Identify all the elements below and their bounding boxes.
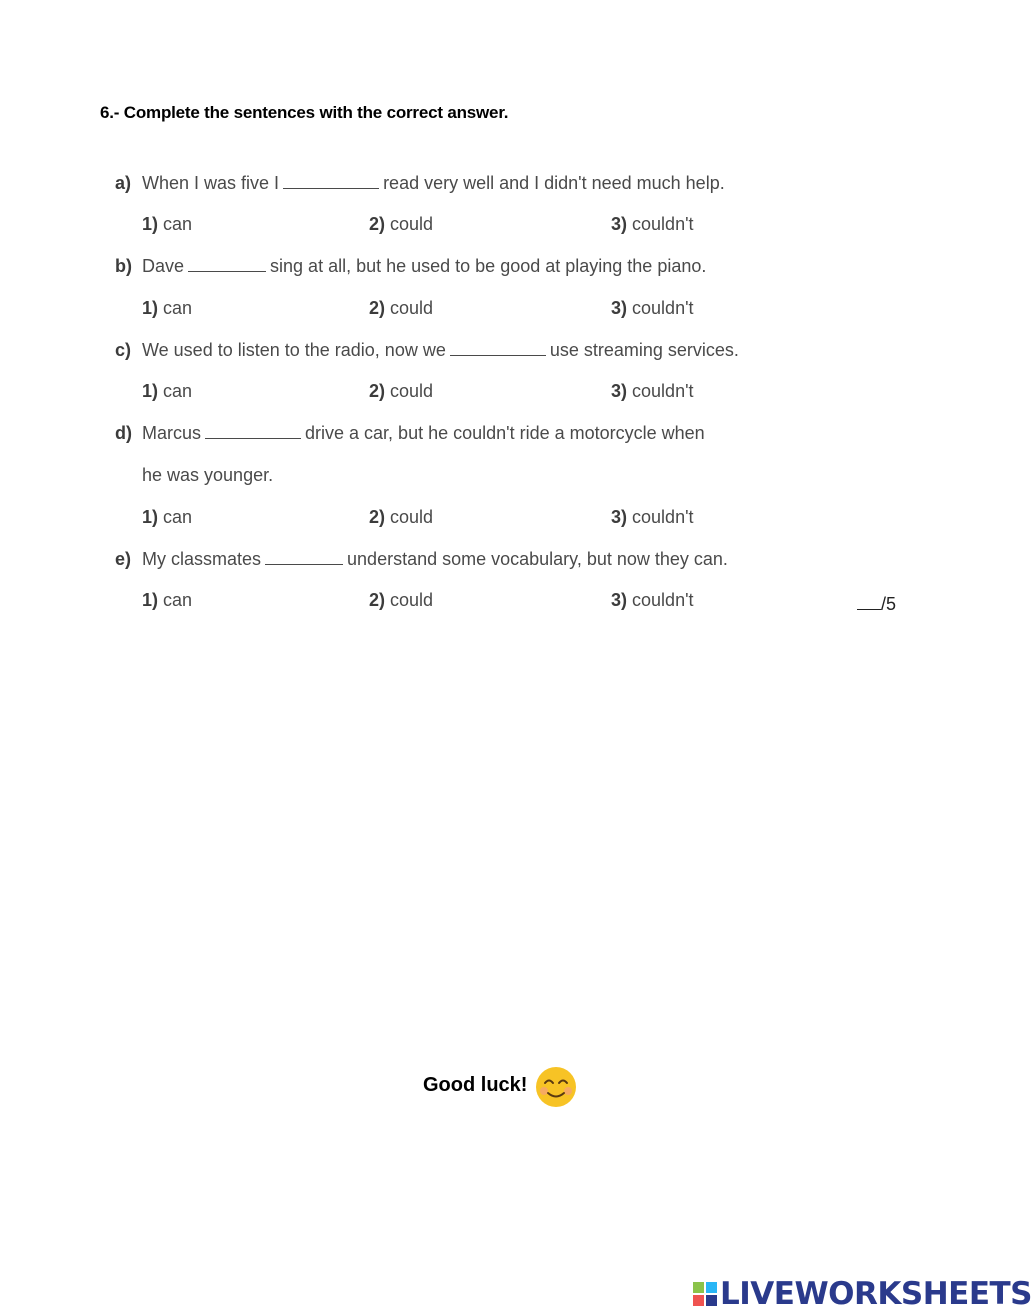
score-field — [857, 593, 896, 615]
answer-blank[interactable] — [205, 423, 301, 439]
question-text-before: When I was five I — [142, 173, 280, 193]
option-3[interactable] — [611, 507, 694, 528]
question-text-after: sing at all, but he used to be good at playing the piano. — [270, 256, 707, 276]
option-1[interactable] — [142, 507, 192, 528]
option-text: couldn't — [632, 590, 694, 610]
question-a — [115, 173, 725, 194]
option-2[interactable] — [369, 590, 433, 611]
question-text-after: read very well and I didn't need much help. — [383, 173, 725, 193]
option-text: could — [390, 381, 434, 401]
question-text-after: understand some vocabulary, but now they can. — [347, 549, 728, 569]
option-text: can — [163, 298, 193, 318]
option-number: 3) — [611, 214, 628, 234]
answer-blank[interactable] — [188, 256, 266, 272]
option-number: 1) — [142, 381, 159, 401]
option-number: 2) — [369, 590, 386, 610]
brand-name: LIVEWORKSHEETS — [720, 1276, 1032, 1312]
smiley-icon — [535, 1066, 577, 1108]
option-number: 1) — [142, 507, 159, 527]
option-number: 3) — [611, 298, 628, 318]
option-1[interactable] — [142, 590, 192, 611]
answer-blank[interactable] — [450, 340, 546, 356]
option-number: 2) — [369, 214, 386, 234]
exercise-heading: 6.- Complete the sentences with the correct answer. — [100, 103, 509, 122]
option-text: can — [163, 507, 193, 527]
question-text-before: Marcus — [142, 423, 202, 443]
option-text: can — [163, 590, 193, 610]
option-number: 3) — [611, 507, 628, 527]
liveworksheets-logo — [692, 1276, 1032, 1312]
option-number: 3) — [611, 590, 628, 610]
question-text-before: My classmates — [142, 549, 262, 569]
option-text: can — [163, 214, 193, 234]
option-text: couldn't — [632, 298, 694, 318]
question-continuation: he was younger. — [142, 465, 274, 485]
option-text: could — [390, 298, 434, 318]
option-number: 2) — [369, 298, 386, 318]
option-text: couldn't — [632, 507, 694, 527]
question-e — [115, 549, 728, 570]
option-2[interactable] — [369, 214, 433, 235]
option-number: 1) — [142, 214, 159, 234]
score-blank[interactable] — [857, 593, 881, 610]
question-c — [115, 340, 739, 361]
logo-mark-icon — [692, 1281, 718, 1307]
option-3[interactable] — [611, 214, 694, 235]
option-1[interactable] — [142, 214, 192, 235]
option-number: 2) — [369, 507, 386, 527]
question-letter: c) — [115, 340, 132, 360]
score-total: /5 — [881, 594, 897, 614]
option-2[interactable] — [369, 298, 433, 319]
option-text: could — [390, 214, 434, 234]
answer-blank[interactable] — [265, 549, 343, 565]
question-b — [115, 256, 706, 277]
option-text: couldn't — [632, 381, 694, 401]
question-text-after: drive a car, but he couldn't ride a motorcycle when — [305, 423, 705, 443]
option-1[interactable] — [142, 381, 192, 402]
option-3[interactable] — [611, 381, 694, 402]
option-text: could — [390, 507, 434, 527]
option-2[interactable] — [369, 381, 433, 402]
answer-blank[interactable] — [283, 173, 379, 189]
question-d — [115, 423, 705, 444]
option-number: 3) — [611, 381, 628, 401]
good-luck-text: Good luck! — [423, 1074, 528, 1096]
option-text: can — [163, 381, 193, 401]
option-number: 1) — [142, 590, 159, 610]
question-letter: d) — [115, 423, 132, 443]
option-3[interactable] — [611, 590, 694, 611]
question-letter: a) — [115, 173, 132, 193]
option-number: 2) — [369, 381, 386, 401]
question-text-before: Dave — [142, 256, 185, 276]
option-3[interactable] — [611, 298, 694, 319]
option-text: could — [390, 590, 434, 610]
question-text-after: use streaming services. — [549, 340, 739, 360]
question-letter: e) — [115, 549, 132, 569]
option-2[interactable] — [369, 507, 433, 528]
option-text: couldn't — [632, 214, 694, 234]
option-1[interactable] — [142, 298, 192, 319]
question-text-before: We used to listen to the radio, now we — [142, 340, 446, 360]
option-number: 1) — [142, 298, 159, 318]
question-letter: b) — [115, 256, 132, 276]
